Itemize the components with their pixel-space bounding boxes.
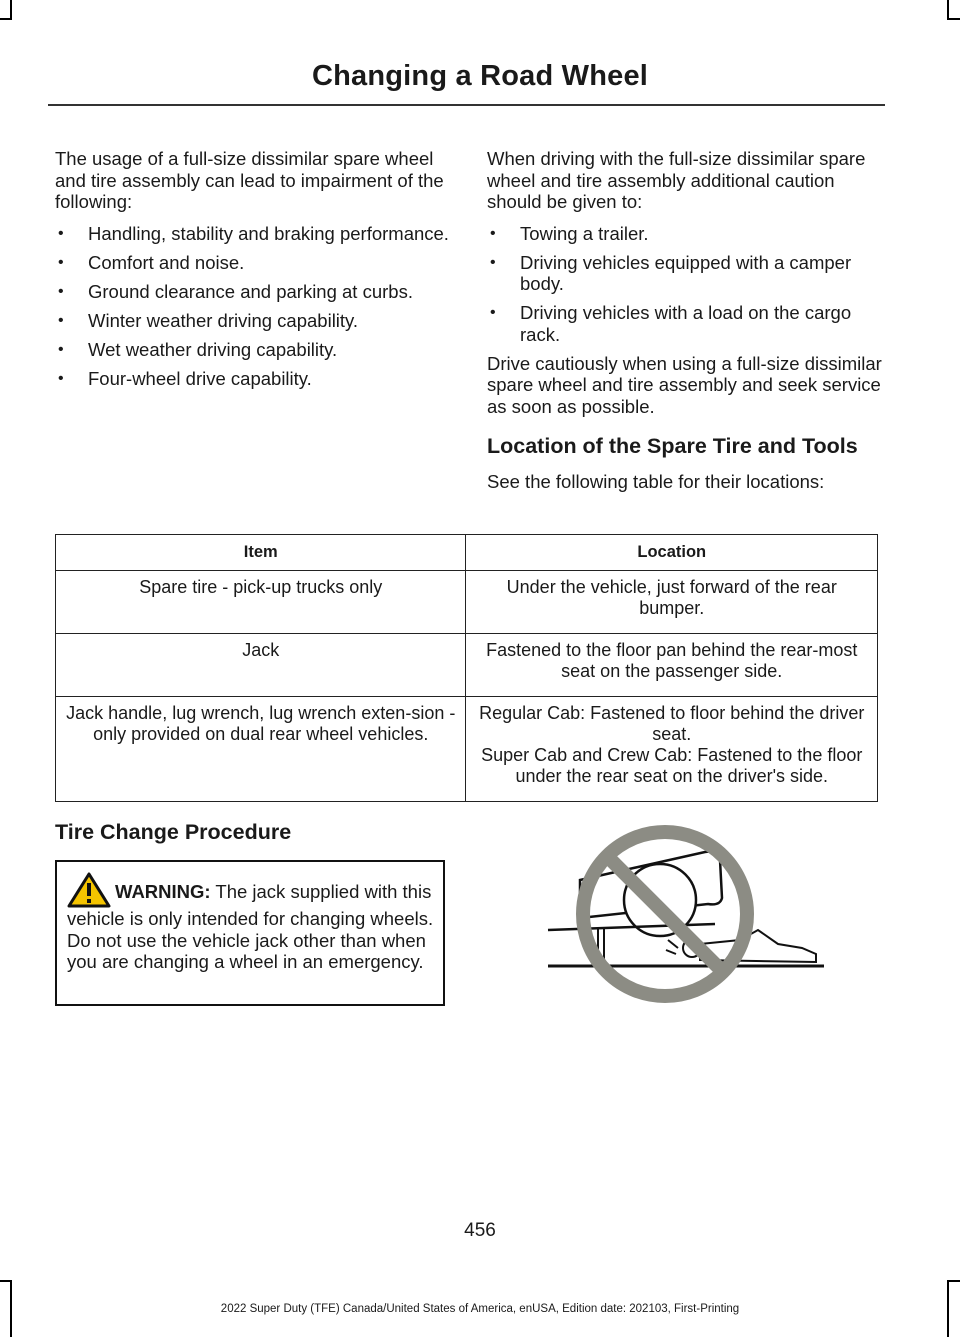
title-divider xyxy=(48,104,885,106)
list-item: • Wet weather driving capability. xyxy=(55,339,450,361)
location-line: Super Cab and Crew Cab: Fastened to the floor under the rear seat on the driver's side. xyxy=(481,745,863,786)
table-row xyxy=(56,634,878,697)
location-cell xyxy=(466,697,878,802)
list-item: • Handling, stability and braking performance. xyxy=(55,223,450,245)
list-item: • Winter weather driving capability. xyxy=(55,310,450,332)
crop-mark xyxy=(0,1280,12,1282)
drive-cautiously-text: Drive cautiously when using a full-size dissimilar spare wheel and tire assembly and seek service as soon as possible. xyxy=(487,352,882,417)
left-intro: The usage of a full-size dissimilar spare wheel and tire assembly can lead to impairment of the following: xyxy=(55,148,444,212)
footer-text: 2022 Super Duty (TFE) Canada/United States of America, enUSA, Edition date: 202103, First-Printing xyxy=(220,1303,740,1315)
page-title: Changing a Road Wheel xyxy=(311,60,649,92)
warning-text: The jack supplied with this vehicle is only intended for changing wheels. Do not use the vehicle jack other than when you are changing a wheel in an emergency. xyxy=(67,881,434,972)
list-item: • Four-wheel drive capability. xyxy=(55,368,450,390)
crop-mark xyxy=(10,0,12,18)
location-line: Regular Cab: Fastened to floor behind the driver seat. xyxy=(479,703,865,744)
impairment-list xyxy=(55,223,450,390)
crop-mark xyxy=(947,0,949,18)
location-cell: Fastened to the floor pan behind the rear-most seat on the passenger side. xyxy=(466,634,878,697)
table-intro: See the following table for their locations: xyxy=(487,471,825,492)
item-cell: Spare tire - pick-up trucks only xyxy=(56,571,466,634)
caution-list xyxy=(487,223,882,346)
no-crawling-under-vehicle-icon xyxy=(540,820,830,1005)
location-table xyxy=(55,534,878,802)
crop-mark xyxy=(947,18,960,20)
table-row xyxy=(56,571,878,634)
list-item: • Driving vehicles with a load on the cargo rack. xyxy=(487,302,882,345)
list-item: • Comfort and noise. xyxy=(55,252,450,274)
page-number: 456 xyxy=(464,1220,496,1241)
list-item: • Ground clearance and parking at curbs. xyxy=(55,281,450,303)
column-header-location: Location xyxy=(466,535,878,571)
column-header-item: Item xyxy=(56,535,466,571)
procedure-heading: Tire Change Procedure xyxy=(55,820,292,844)
item-cell: Jack handle, lug wrench, lug wrench exten-sion - only provided on dual rear wheel vehicles. xyxy=(56,697,466,802)
list-item: • Towing a trailer. xyxy=(487,223,882,245)
left-column xyxy=(55,148,450,397)
location-cell: Under the vehicle, just forward of the rear bumper. xyxy=(466,571,878,634)
section-heading: Location of the Spare Tire and Tools xyxy=(487,434,858,458)
right-intro: When driving with the full-size dissimilar spare wheel and tire assembly additional caution should be given to: xyxy=(487,148,866,212)
table-row xyxy=(56,697,878,802)
crop-mark xyxy=(0,18,12,20)
right-column xyxy=(487,148,882,503)
warning-label: WARNING: xyxy=(115,881,211,902)
warning-triangle-icon xyxy=(67,872,111,908)
crop-mark xyxy=(947,1280,960,1282)
warning-box xyxy=(55,860,445,1006)
list-item: • Driving vehicles equipped with a camper body. xyxy=(487,252,882,295)
table-header-row xyxy=(56,535,878,571)
item-cell: Jack xyxy=(56,634,466,697)
